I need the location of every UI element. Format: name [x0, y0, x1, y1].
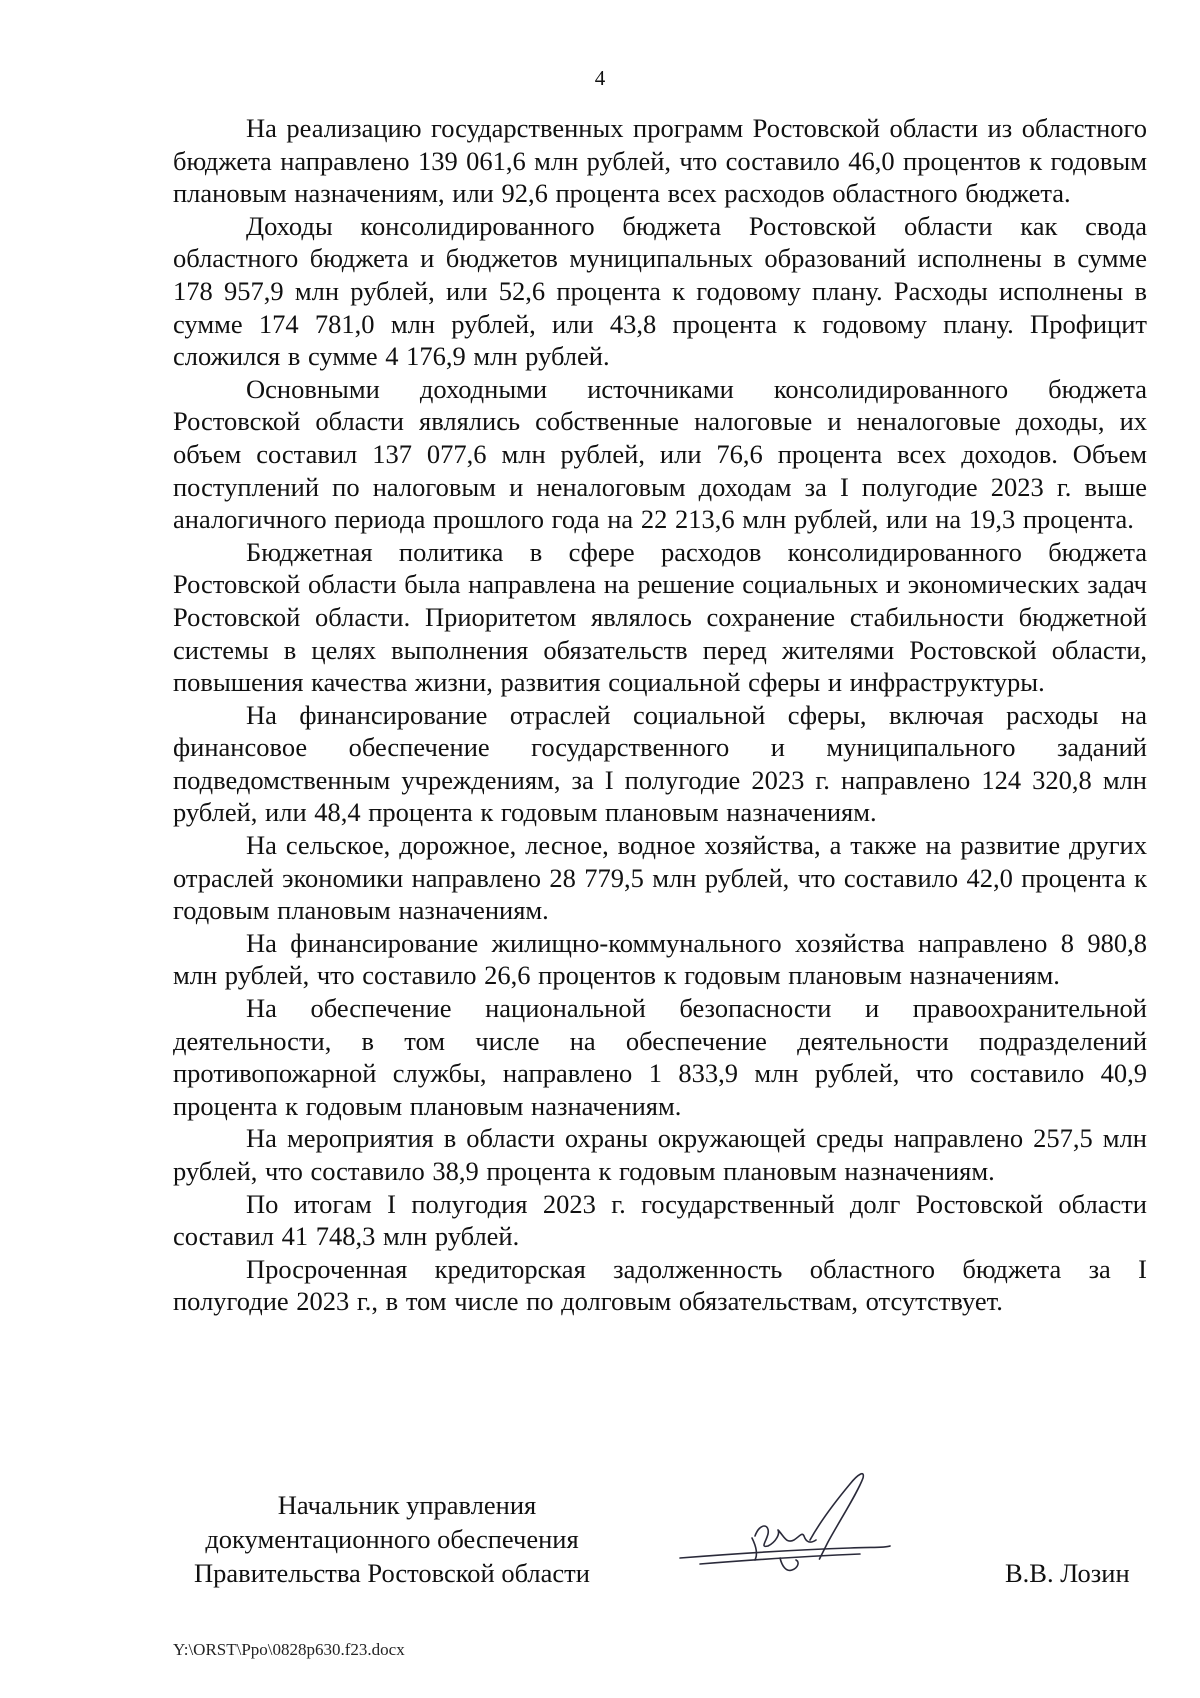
signatory-title	[177, 1488, 607, 1590]
paragraph-consolidated-budget: Доходы консолидированного бюджета Ростовской области как свода областного бюджета и бюджетов муниципальных образований исполнены в сумме 178 957,9 млн рублей, или 52,6 процента к годовому плану. Расходы исполнены в сумме 174 781,0 млн рублей, или 43,8 процента к годовому плану. Профицит сложился в сумме 4 176,9 млн рублей.	[173, 210, 1147, 372]
paragraph-state-programs: На реализацию государственных программ Ростовской области из областного бюджета направлено 139 061,6 млн рублей, что составило 46,0 процентов к годовым плановым назначениям, или 92,6 процента всех расходов областного бюджета.	[173, 113, 1147, 209]
paragraph-state-debt: По итогам I полугодия 2023 г. государственный долг Ростовской области составил 41 748,3 млн рублей.	[173, 1188, 1147, 1252]
paragraph-security: На обеспечение национальной безопасности и правоохранительной деятельности, в том числе на обеспечение деятельности подразделений противопожарной службы, направлено 1 833,9 млн рублей, что составило 40,9 процента к годовым плановым назначениям.	[173, 993, 1147, 1121]
signatory-title-line: Начальник управления	[277, 1490, 537, 1520]
paragraph-social-sphere: На финансирование отраслей социальной сферы, включая расходы на финансовое обеспечение государственного и муниципального заданий подведомственным учреждениям, за I полугодие 2023 г. направлено 124 320,8 млн рублей, или 48,4 процента к годовым плановым назначениям.	[173, 699, 1147, 828]
paragraph-budget-policy: Бюджетная политика в сфере расходов консолидированного бюджета Ростовской области была направлена на решение социальных и экономических задач Ростовской области. Приоритетом являлось сохранение стабильности бюджетной системы в целях выполнения обязательств перед жителями Ростовской области, повышения качества жизни, развития социальной сферы и инфраструктуры.	[173, 536, 1147, 698]
paragraph-housing: На финансирование жилищно-коммунального хозяйства направлено 8 980,8 млн рублей, что составило 26,6 процентов к годовым плановым назначениям.	[173, 927, 1147, 991]
paragraph-overdue-debt: Просроченная кредиторская задолженность областного бюджета за I полугодие 2023 г., в том числе по долговым обязательствам, отсутствует.	[173, 1253, 1147, 1317]
document-body	[173, 112, 1147, 1318]
paragraph-revenue-sources: Основными доходными источниками консолидированного бюджета Ростовской области являлись собственные налоговые и неналоговые доходы, их объем составил 137 077,6 млн рублей, или 76,6 процента всех доходов. Объем поступлений по налоговым и неналоговым доходам за I полугодие 2023 г. выше аналогичного периода прошлого года на 22 213,6 млн рублей, или на 19,3 процента.	[173, 373, 1147, 535]
paragraph-environment: На мероприятия в области охраны окружающей среды направлено 257,5 млн рублей, что составило 38,9 процента к годовым плановым назначениям.	[173, 1123, 1147, 1186]
paragraph-economy: На сельское, дорожное, лесное, водное хозяйства, а также на развитие других отраслей экономики направлено 28 779,5 млн рублей, что составило 42,0 процента к годовым плановым назначениям.	[173, 830, 1147, 926]
signature-block	[0, 1488, 1200, 1598]
signatory-title-line: документационного обеспечения	[205, 1524, 579, 1554]
signer-name: В.В. Лозин	[1005, 1558, 1130, 1588]
file-path: Y:\ORST\Ppo\0828p630.f23.docx	[173, 1640, 405, 1659]
page-number: 4	[594, 66, 606, 90]
handwritten-signature	[660, 1462, 940, 1592]
signatory-title-line: Правительства Ростовской области	[194, 1558, 590, 1588]
